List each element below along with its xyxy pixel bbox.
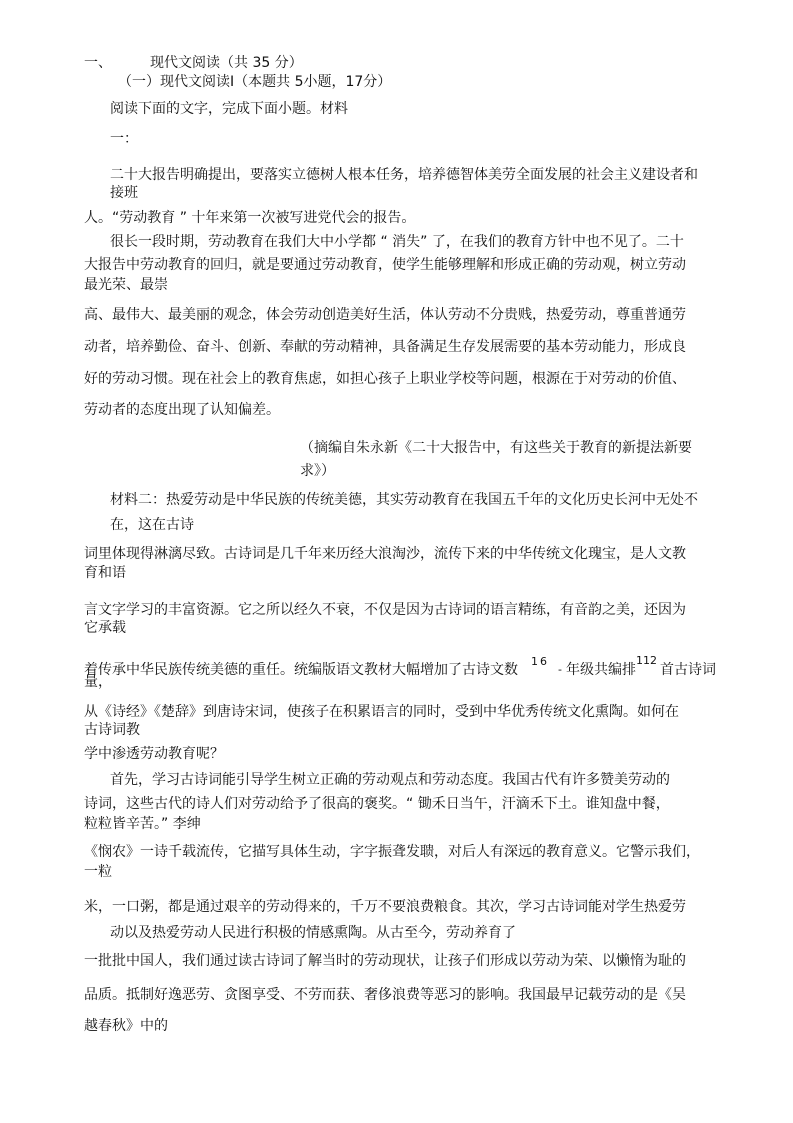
- section-number: 一、: [84, 55, 112, 71]
- paragraph-line: 劳动者的态度出现了认知偏差。: [84, 402, 280, 418]
- paragraph-line: 从《诗经》《楚辞》到唐诗宋词，使孩子在积累语言的同时，受到中华优秀传统文化熏陶。如何在: [84, 704, 679, 720]
- paragraph-line: 品质。抵制好逸恶劳、贪图享受、不劳而获、奢侈浪费等恶习的影响。我国最早记载劳动的是《吴: [84, 987, 686, 1003]
- paragraph-line: 很长一段时期，劳动教育在我们大中小学都 “ 消失” 了，在我们的教育方针中也不见了。二十: [110, 234, 684, 250]
- paragraph-line: 大报告中劳动教育的回归，就是要通过劳动教育，使学生能够理解和形成正确的劳动观，树立劳动: [84, 257, 686, 273]
- paragraph-line: 在，这在古诗: [110, 517, 194, 533]
- superscript-number: 112: [636, 654, 657, 667]
- superscript-number: 1: [531, 655, 538, 668]
- paragraph-line: 词里体现得淋漓尽致。古诗词是几千年来历经大浪淘沙，流传下来的中华传统文化瑰宝，是人文教: [84, 546, 686, 562]
- paragraph-line: 学中渗透劳动教育呢？: [84, 746, 224, 762]
- paragraph-line: 动以及热爱劳动人民进行积极的情感熏陶。从古至今，劳动养育了: [110, 925, 516, 941]
- paragraph-line: 接班: [110, 185, 138, 201]
- paragraph-line: 诗词，这些古代的诗人们对劳动给予了很高的褒奖。“ 锄禾日当午，汗滴禾下土。谁知盘中餐，: [84, 796, 670, 812]
- paragraph-line: 年级共编排: [566, 662, 636, 678]
- paragraph-line: 米，一口粥，都是通过艰辛的劳动得来的，千万不要浪费粮食。其次，学习古诗词能对学生热爱劳: [84, 899, 686, 915]
- paragraph-line: 好的劳动习惯。现在社会上的教育焦虑，如担心孩子上职业学校等问题，根源在于对劳动的价值、: [84, 371, 686, 387]
- paragraph-line: 言文字学习的丰富资源。它之所以经久不衰，不仅是因为古诗词的语言精练，有音韵之美，还因为: [84, 602, 686, 618]
- paragraph-line: 量，: [84, 674, 112, 690]
- superscript-number: 6: [540, 655, 547, 668]
- paragraph-line: 《悯农》一诗千载流传，它描写具体生动，字字振聋发聩，对后人有深远的教育意义。它警示我们，: [84, 844, 700, 860]
- source-citation: （摘编自朱永新《二十大报告中，有这些关于教育的新提法新要: [300, 440, 692, 456]
- source-citation-cont: 求》）: [300, 463, 335, 479]
- paragraph-line: 高、最伟大、最美丽的观念，体会劳动创造美好生活，体认劳动不分贵贱，热爱劳动，尊重普通劳: [84, 307, 686, 323]
- paragraph-line: 古诗词教: [84, 722, 140, 738]
- paragraph-line: 一粒: [84, 864, 112, 880]
- paragraph-line: 最光荣、最崇: [84, 277, 168, 293]
- section-title: 现代文阅读（共 35 分）: [150, 55, 303, 71]
- paragraph-line: 着传承中华民族传统美德的重任。统编版语文教材大幅增加了古诗文数: [84, 662, 518, 678]
- superscript-dash: -: [558, 663, 562, 676]
- paragraph-line: 动者，培养勤俭、奋斗、创新、奉献的劳动精神，具备满足生存发展需要的基本劳动能力，形成良: [84, 339, 686, 355]
- paragraph-line: 二十大报告明确提出，要落实立德树人根本任务，培养德智体美劳全面发展的社会主义建设者和: [110, 167, 698, 183]
- paragraph-line: 它承载: [84, 620, 126, 636]
- paragraph-line: 越春秋》中的: [84, 1018, 168, 1034]
- instruction-text: 阅读下面的文字，完成下面小题。材料: [110, 101, 348, 117]
- paragraph-line: 育和语: [84, 565, 126, 581]
- instruction-text-cont: 一：: [110, 131, 138, 147]
- paragraph-line: 材料二：热爱劳动是中华民族的传统美德，其实劳动教育在我国五千年的文化历史长河中无处不: [110, 492, 698, 508]
- paragraph-line: 人。“劳动教育 ” 十年来第一次被写进党代会的报告。: [84, 210, 416, 226]
- paragraph-line: 首先，学习古诗词能引导学生树立正确的劳动观点和劳动态度。我国古代有许多赞美劳动的: [110, 772, 670, 788]
- paragraph-line: 一批批中国人，我们通过读古诗词了解当时的劳动现状，让孩子们形成以劳动为荣、以懒惰为耻的: [84, 953, 686, 969]
- paragraph-line: 首古诗词: [660, 662, 716, 678]
- subsection-title: （一）现代文阅读Ⅰ（本题共 5小题，17分）: [118, 74, 392, 90]
- paragraph-line: 粒粒皆辛苦。” 李绅: [84, 816, 201, 832]
